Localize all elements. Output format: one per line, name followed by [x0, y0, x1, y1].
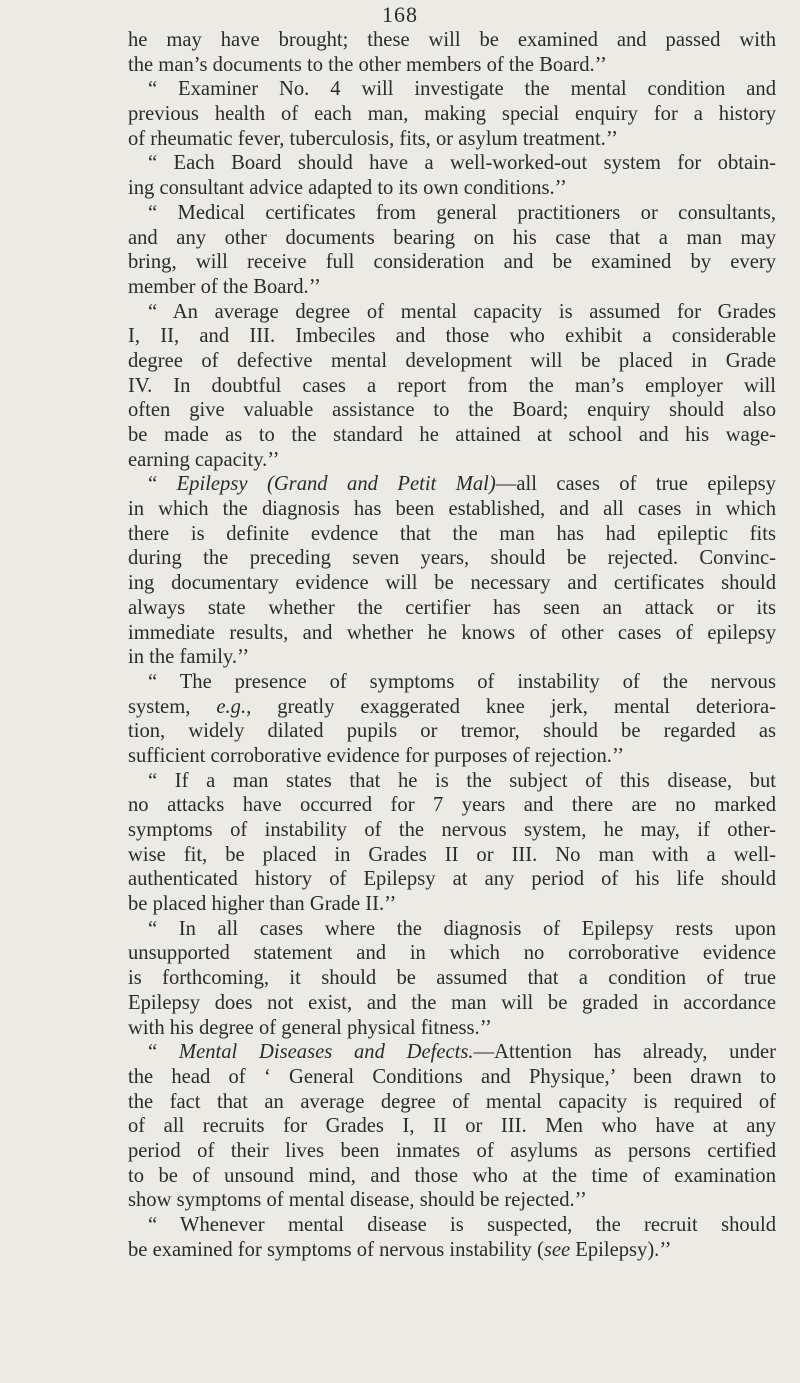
text-line: Epilepsy does not exist, and the man will be graded in accordance — [128, 991, 776, 1014]
text-line: period of their lives been inmates of asylums as persons certified — [128, 1139, 776, 1162]
paragraph — [128, 472, 776, 670]
text-line: bring, will receive full consideration and be examined by every — [128, 251, 776, 274]
paragraph — [128, 917, 776, 1040]
paragraph — [128, 1040, 776, 1213]
text-line: no attacks have occurred for 7 years and there are no marked — [128, 794, 776, 817]
text-line: ing documentary evidence will be necessary and certificates should — [128, 572, 776, 595]
text-line: sufficient corroborative evidence for purposes of rejection.’’ — [128, 744, 625, 767]
text-line: often give valuable assistance to the Board; enquiry should also — [128, 399, 776, 422]
text-line: “ Whenever mental disease is suspected, the recruit should — [148, 1214, 776, 1236]
text-line: member of the Board.’’ — [128, 275, 321, 298]
text-line: ing consultant advice adapted to its own conditions.’’ — [128, 177, 567, 200]
text-line — [128, 1238, 776, 1263]
text-line: IV. In doubtful cases a report from the man’s employer will — [128, 374, 776, 397]
text-line: immediate results, and whether he knows of other cases of epilepsy — [128, 621, 776, 644]
text-segment: “ — [148, 473, 177, 496]
text-line: “ If a man states that he is the subject of this disease, but — [148, 769, 776, 792]
text-line — [128, 472, 776, 497]
text-line: symptoms of instability of the nervous system, he may, if other- — [128, 819, 776, 841]
text-line: be placed higher than Grade II.’’ — [128, 893, 397, 916]
paragraph — [128, 151, 776, 200]
body-text — [128, 28, 776, 1262]
paragraph — [128, 201, 776, 300]
text-segment: “ — [148, 1041, 179, 1064]
text-line: “ Medical certificates from general practitioners or consultants, — [148, 201, 776, 224]
paragraph — [128, 28, 776, 77]
text-line: in the family.’’ — [128, 646, 250, 669]
text-segment: Epilepsy).’’ — [570, 1238, 672, 1261]
italic-text: Mental Diseases and Defects. — [178, 1041, 474, 1064]
text-line: authenticated history of Epilepsy at any period of his life should — [128, 868, 776, 891]
text-line: wise fit, be placed in Grades II or III. No man with a well- — [128, 843, 776, 866]
italic-text: e.g., — [216, 695, 252, 718]
text-line: during the preceding seven years, should be rejected. Convinc- — [128, 547, 776, 570]
text-line — [128, 695, 776, 720]
text-line: the head of ‘ General Conditions and Physique,’ been drawn to — [128, 1065, 776, 1088]
text-line: of rheumatic fever, tuberculosis, fits, or asylum treatment.’’ — [128, 127, 619, 150]
text-line: the man’s documents to the other members of the Board.’’ — [128, 53, 607, 76]
italic-text: see — [543, 1238, 571, 1261]
text-line: the fact that an average degree of mental capacity is required of — [128, 1090, 776, 1113]
text-line: “ The presence of symptoms of instability of the nervous — [148, 670, 776, 693]
page-number: 168 — [382, 2, 418, 27]
paragraph — [128, 1213, 776, 1262]
text-segment: —all cases of true epilepsy — [495, 473, 776, 496]
text-line: is forthcoming, it should be assumed that a condition of true — [128, 967, 776, 990]
text-line: tion, widely dilated pupils or tremor, should be regarded as — [128, 720, 776, 743]
text-line: in which the diagnosis has been established, and all cases in which — [128, 498, 776, 521]
text-line: previous health of each man, making special enquiry for a history — [128, 103, 776, 126]
text-line: always state whether the certifier has seen an attack or its — [128, 596, 776, 619]
italic-text: Epilepsy (Grand and Petit Mal) — [176, 473, 496, 496]
text-line: he may have brought; these will be examined and passed with — [128, 29, 776, 51]
text-line: show symptoms of mental disease, should be rejected.’’ — [128, 1189, 587, 1212]
text-line: be made as to the standard he attained at school and his wage- — [128, 424, 776, 446]
text-line: earning capacity.’’ — [128, 448, 280, 471]
text-line: I, II, and III. Imbeciles and those who exhibit a considerable — [128, 325, 776, 348]
paragraph — [128, 77, 776, 151]
paragraph — [128, 769, 776, 917]
text-line: “ An average degree of mental capacity is assumed for Grades — [148, 300, 776, 323]
text-segment: —Attention has already, under — [473, 1041, 776, 1064]
paragraph — [128, 300, 776, 473]
text-line: “ In all cases where the diagnosis of Epilepsy rests upon — [148, 917, 776, 940]
text-line: with his degree of general physical fitness.’’ — [128, 1016, 492, 1039]
text-line: there is definite evdence that the man has had epileptic fits — [128, 522, 776, 545]
text-line: unsupported statement and in which no corroborative evidence — [128, 942, 776, 965]
text-line: to be of unsound mind, and those who at the time of examination — [128, 1164, 776, 1187]
text-segment: be examined for symptoms of nervous instability ( — [128, 1238, 544, 1261]
text-line: “ Examiner No. 4 will investigate the mental condition and — [148, 78, 776, 101]
text-line: “ Each Board should have a well-worked-out system for obtain- — [148, 152, 776, 175]
text-segment: system, — [128, 695, 217, 718]
text-line: of all recruits for Grades I, II or III. Men who have at any — [128, 1115, 776, 1138]
paragraph — [128, 670, 776, 769]
text-line: and any other documents bearing on his case that a man may — [128, 226, 776, 249]
text-line: degree of defective mental development will be placed in Grade — [128, 349, 776, 372]
text-line — [128, 1040, 776, 1065]
text-segment: greatly exaggerated knee jerk, mental deteriora- — [251, 695, 776, 718]
